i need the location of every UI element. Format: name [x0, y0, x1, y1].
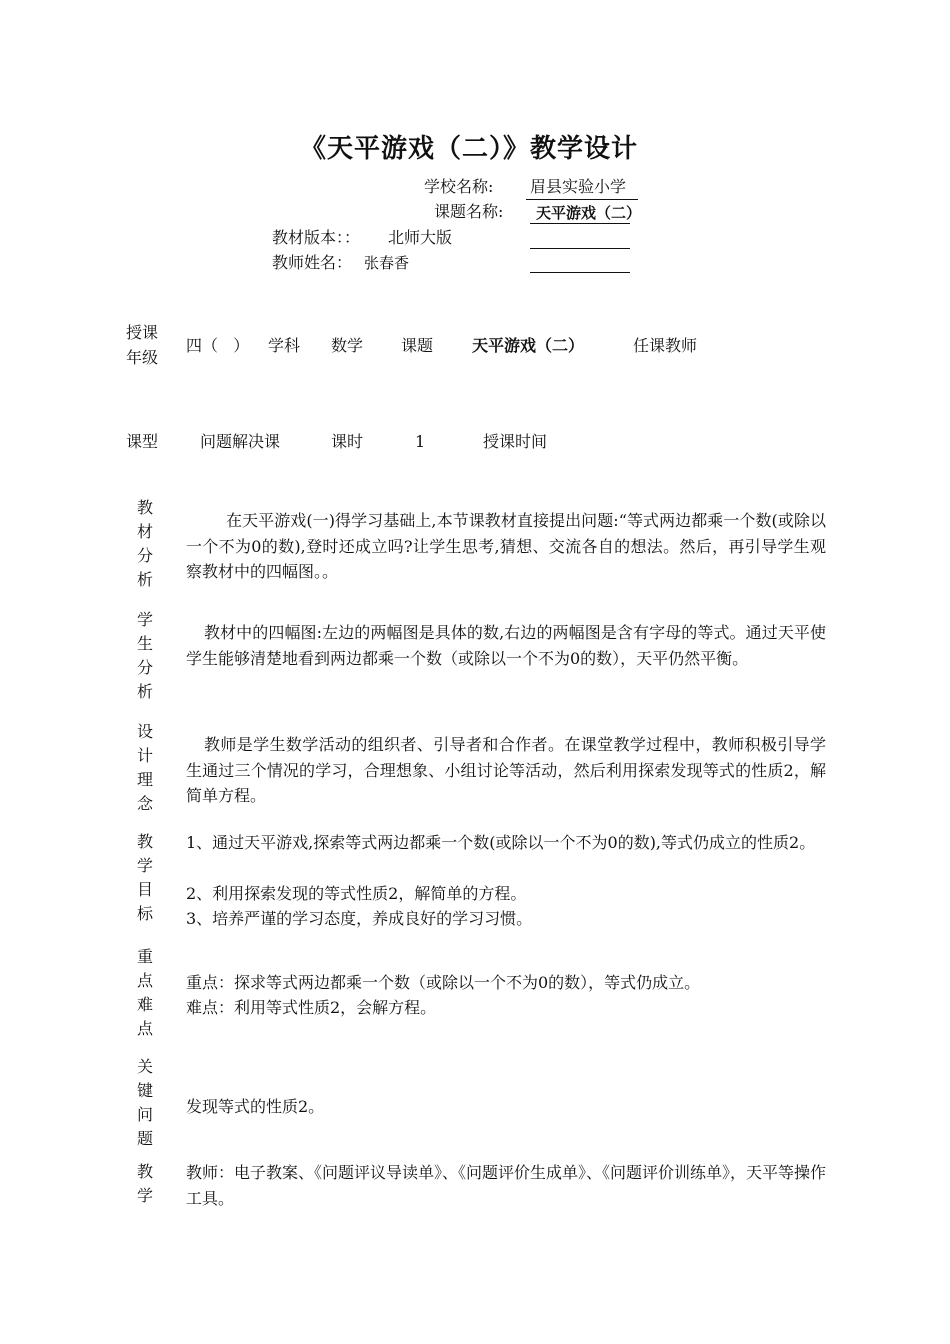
keypoint-text: 重点：探求等式两边都乘一个数（或除以一个不为0的数），等式仍成立。 — [186, 973, 701, 992]
topic-name-value: 天平游戏（二） — [536, 204, 642, 222]
grade-value: 四（ ） — [186, 336, 250, 355]
objective-item-1: 1、通过天平游戏,探索等式两边都乘一个数(或除以一个不为0的数),等式仍成立的性质2。 — [186, 833, 816, 852]
key-question-text: 发现等式的性质2。 — [186, 1097, 325, 1116]
document-title: 《天平游戏（二）》教学设计 — [300, 134, 639, 164]
grade-label-line1: 授课 — [126, 323, 159, 342]
topic-value: 天平游戏（二） — [472, 336, 585, 355]
lesson-type-value: 问题解决课 — [200, 432, 281, 451]
lesson-time-label: 授课时间 — [483, 432, 548, 451]
edition-label: 教材版本：： — [272, 228, 361, 247]
teacher-label: 任课教师 — [633, 336, 698, 355]
school-name-underline — [526, 199, 638, 200]
objective-item-2: 2、利用探索发现的等式性质2，解简单的方程。 — [186, 884, 527, 903]
grade-label-line2: 年级 — [126, 348, 159, 367]
teacher-name-label: 教师姓名： — [272, 253, 353, 272]
hours-value: 1 — [415, 432, 426, 451]
section-label-material: 教 材 分 析 — [136, 498, 153, 589]
edition-value: 北师大版 — [388, 228, 453, 247]
section-text-design: 教师是学生数学活动的组织者、引导者和合作者。在课堂教学过程中，教师积极引导学生通过三个情况的学习，合理想象、小组讨论等活动，然后利用探索发现等式的性质2，解简单方程。 — [186, 735, 826, 805]
hours-label: 课时 — [331, 432, 364, 451]
section-text-material: 在天平游戏(一)得学习基础上,本节课教材直接提出问题:“等式两边都乘一个数(或除以一个不为0的数),登时还成立吗?让学生思考,猜想、交流各自的想法。然后，再引导学生观察教材中的四幅图。。 — [186, 511, 826, 581]
teacher-name-value: 张春香 — [364, 254, 410, 272]
lesson-type-label: 课型 — [126, 432, 159, 451]
teacher-name-underline — [530, 272, 630, 273]
section-label-objectives: 教 学 目 标 — [136, 832, 153, 923]
section-label-teaching: 教 学 — [136, 1162, 153, 1205]
section-label-student: 学 生 分 析 — [136, 610, 153, 701]
topic-label: 课题 — [401, 336, 434, 355]
section-label-design: 设 计 理 念 — [136, 722, 153, 813]
section-text-student: 教材中的四幅图:左边的两幅图是具体的数,右边的两幅图是含有字母的等式。通过天平使学生能够清楚地看到两边都乘一个数（或除以一个不为0的数），天平仍然平衡。 — [186, 623, 826, 668]
edition-underline — [530, 248, 630, 249]
teaching-tools-text: 教师：电子教案、《问题评议导读单》、《问题评价生成单》、《问题评价训练单》，天平等操作工具。 — [186, 1163, 827, 1208]
difficulty-text: 难点：利用等式性质2，会解方程。 — [186, 998, 437, 1017]
section-label-key-question: 关 键 问 题 — [136, 1057, 153, 1148]
topic-name-label: 课题名称: — [434, 202, 504, 221]
objective-item-3: 3、培养严谨的学习态度，养成良好的学习习惯。 — [186, 909, 533, 928]
section-label-keypoints: 重 点 难 点 — [136, 947, 153, 1038]
school-name-label: 学校名称: — [424, 177, 494, 196]
subject-value: 数学 — [331, 336, 364, 355]
topic-name-underline — [530, 223, 630, 224]
school-name-value: 眉县实验小学 — [530, 177, 627, 196]
subject-label: 学科 — [268, 336, 301, 355]
